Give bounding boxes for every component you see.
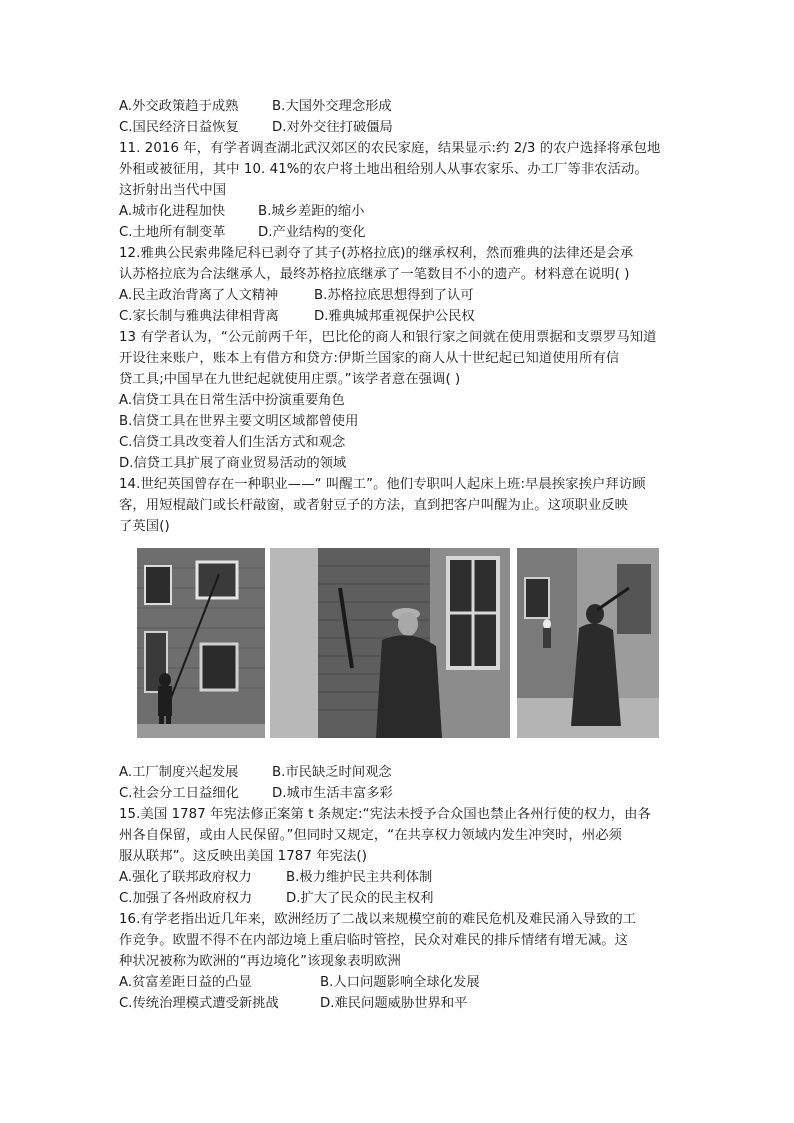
q14-stem-line-1: 14.世纪英国曾存在一种职业——“ 叫醒工”。他们专职叫人起床上班:早晨挨家挨户拜访顾 xyxy=(119,477,646,492)
q12-stem-line-2: 认苏格拉底为合法继承人，最终苏格拉底继承了一笔数目不小的遗产。材料意在说明( ) xyxy=(119,267,630,282)
q12-option-b: B.苏格拉底思想得到了认可 xyxy=(314,288,474,303)
q15-stem-line-2: 州各自保留，或由人民保留。”但同时又规定，“在共享权力领域内发生冲突时，州必须 xyxy=(119,828,623,843)
q16-option-d: D.难民问题威胁世界和平 xyxy=(320,996,468,1011)
q11-stem-line-2: 外租或被征用，其中 10. 41%的农户将土地出租给别人从事农家乐、办工厂等非农活动。 xyxy=(119,162,648,177)
q11-stem-line-1: 11. 2016 年，有学者调查湖北武汉郊区的农民家庭，结果显示:约 2/3 的农户选择将承包地 xyxy=(119,141,661,156)
q10-option-b: B.大国外交理念形成 xyxy=(272,99,392,114)
photo-pole-knocker xyxy=(137,548,265,738)
q10-option-d: D.对外交往打破僵局 xyxy=(272,120,393,135)
knocker-up-photos xyxy=(137,548,659,738)
photo-pea-shooter xyxy=(517,548,659,738)
q15-option-b: B.极力维护民主共利体制 xyxy=(286,870,433,885)
q13-option-b: B.信贷工具在世界主要文明区域都曾使用 xyxy=(119,414,359,429)
q10-option-c: C.国民经济日益恢复 xyxy=(119,120,239,135)
q14-option-b: B.市民缺乏时间观念 xyxy=(272,765,392,780)
q13-stem-line-1: 13 有学者认为，“公元前两千年，巴比伦的商人和银行家之间就在使用票据和支票罗马知道 xyxy=(119,330,657,345)
q13-option-d: D.信贷工具扩展了商业贸易活动的领域 xyxy=(119,456,347,471)
q16-option-c: C.传统治理模式遭受新挑战 xyxy=(119,996,279,1011)
q12-option-d: D.雅典城邦重视保护公民权 xyxy=(314,309,475,324)
q14-option-a: A.工厂制度兴起发展 xyxy=(119,765,239,780)
q14-stem-line-2: 客，用短棍敲门或长杆敲窗，或者射豆子的方法，直到把客户叫醒为止。这项职业反映 xyxy=(119,498,629,513)
q14-option-c: C.社会分工日益细化 xyxy=(119,786,239,801)
q16-stem-line-1: 16.有学老指出近几年来，欧洲经历了二战以来规模空前的难民危机及难民涌入导致的工 xyxy=(119,912,637,927)
q15-option-c: C.加强了各州政府权力 xyxy=(119,891,253,906)
q16-option-a: A.贫富差距日益的凸显 xyxy=(119,975,252,990)
q13-option-a: A.信贷工具在日常生活中扮演重要角色 xyxy=(119,393,345,408)
q15-option-d: D.扩大了民众的民主权利 xyxy=(286,891,434,906)
q16-stem-line-3: 种状况被称为欧洲的“再边境化”该现象表明欧洲 xyxy=(119,954,401,969)
q12-stem-line-1: 12.雅典公民索弗隆尼科已剥夺了其子(苏格拉底)的继承权利，然而雅典的法律还是会承 xyxy=(119,246,634,261)
q13-option-c: C.信贷工具改变着人们生活方式和观念 xyxy=(119,435,346,450)
q11-option-d: D.产业结构的变化 xyxy=(258,225,366,240)
q16-stem-line-2: 作竞争。欧盟不得不在内部边境上重启临时管控，民众对难民的排斥情绪有增无减。这 xyxy=(119,933,629,948)
q15-option-a: A.强化了联邦政府权力 xyxy=(119,870,252,885)
q14-stem-line-3: 了英国() xyxy=(119,519,170,534)
photo-cap-man xyxy=(270,548,510,738)
q14-option-d: D.城市生活丰富多彩 xyxy=(272,786,393,801)
q10-option-a: A.外交政策趋于成熟 xyxy=(119,99,239,114)
q11-stem-line-3: 这折射出当代中国 xyxy=(119,183,227,198)
q11-option-a: A.城市化进程加快 xyxy=(119,204,226,219)
q11-option-b: B.城乡差距的缩小 xyxy=(258,204,365,219)
q15-stem-line-1: 15.美国 1787 年宪法修正案第 t 条规定:“宪法未授予合众国也禁止各州行使的权力，由各 xyxy=(119,807,651,822)
q12-option-c: C.家长制与雅典法律相背离 xyxy=(119,309,279,324)
q11-option-c: C.土地所有制变革 xyxy=(119,225,226,240)
q15-stem-line-3: 服从联邦”。这反映出美国 1787 年宪法() xyxy=(119,849,368,864)
q12-option-a: A.民主政治背离了人文精神 xyxy=(119,288,279,303)
q13-stem-line-2: 开设往来账户，账本上有借方和贷方:伊斯兰国家的商人从十世纪起已知道使用所有信 xyxy=(119,351,620,366)
q13-stem-line-3: 贷工具;中国早在九世纪起就使用庄票。”该学者意在强调( ) xyxy=(119,372,461,387)
q16-option-b: B.人口问题影响全球化发展 xyxy=(320,975,480,990)
